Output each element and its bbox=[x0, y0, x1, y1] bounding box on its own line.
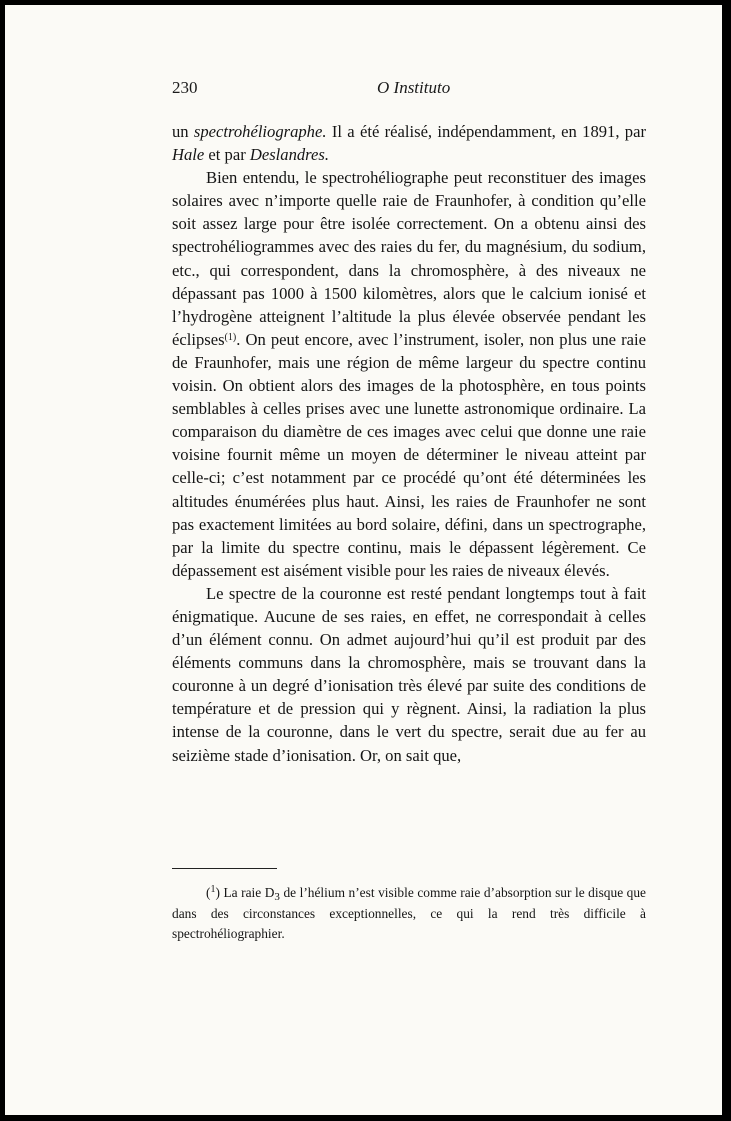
footnote-marker-close: ) bbox=[215, 885, 220, 900]
running-title: O Instituto bbox=[377, 78, 451, 97]
footnote-marker-number: 1 bbox=[210, 884, 216, 895]
paragraph-1-text-1: Il a été réalisé, indépendamment, en 1891, par bbox=[326, 122, 646, 141]
footnote-reference: (1) bbox=[224, 331, 237, 343]
paragraph-1: un spectrohéliographe. Il a été réalisé, indépendamment, en 1891, par Hale et par Deslandres. bbox=[172, 122, 646, 165]
paragraph-1-text-2: et par bbox=[204, 145, 250, 165]
paragraph-2 bbox=[172, 166, 646, 582]
document-page bbox=[5, 5, 722, 1115]
paragraph-3-text-1: Le spectre de la couronne est resté pendant longtemps tout à fait énigmatique. Aucune de ses raies, en effet, ne correspondait à celles d’un élément connu. On admet aujourd’hui qu’il est produit par des éléments communs dans la chromosphère, mais se trouvant dans la couronne à un degré d’ionisation très élevé par suite des conditions de température et de pression qui y règnent. Ainsi, la radiation la plus intense de la couronne, dans le vert du spectre, serait due au fer au seizième stade d’ionisation. Or, on sait que, bbox=[172, 583, 646, 765]
footnote-divider bbox=[172, 868, 277, 869]
footnote-subscript: 3 bbox=[274, 891, 280, 903]
footnote-text-1: La raie D bbox=[219, 885, 275, 900]
footnote-marker-open: ( bbox=[206, 885, 211, 900]
paragraph-3 bbox=[172, 582, 646, 767]
body-text bbox=[172, 120, 646, 767]
page-number: 230 bbox=[172, 78, 198, 97]
paragraph-1-italic-deslandres: Deslandres. bbox=[249, 145, 329, 165]
paragraph-1-italic-1: spectrohéliographe. bbox=[193, 122, 327, 141]
page-header bbox=[172, 78, 644, 102]
paragraph-2-text-1: Bien entendu, le spectrohéliographe peut reconstituer des images solaires avec n’importe quelle raie de Fraunhofer, à condition qu’elle soit assez large pour être isolée correctement. On a obtenu ainsi des spectrohéliogrammes avec des raies du fer, du magnésium, du sodium, etc., qui correspondent, dans la chromosphère, à des niveaux ne dépassant pas 1000 à 1500 kilomètres, alors que le calcium ionisé et l’hydrogène atteignent l’altitude la plus élevée observée pendant les éclipses bbox=[172, 168, 646, 349]
footnote bbox=[172, 883, 646, 945]
paragraph-2-text-2: . On peut encore, avec l’instrument, isoler, non plus une raie de Fraunhofer, mais une région de même largeur du spectre continu voisin. On obtient alors des images de la photosphère, en tous points semblables à celles prises avec une lunette astronomique ordinaire. La comparaison du diamètre de ces images avec celui que donne une raie voisine fournit même un moyen de déterminer le niveau atteint par celle-ci; c’est notamment par ce procédé qu’ont été déterminées les altitudes énumérées plus haut. Ainsi, les raies de Fraunhofer ne sont pas exactement limitées au bord solaire, défini, dans un spectrographe, par la limite du spectre continu, mais le dépassent légèrement. Ce dépassement est aisément visible pour les raies de niveaux élevés. bbox=[172, 329, 646, 580]
paragraph-1-italic-hale: Hale bbox=[172, 145, 205, 165]
footnote-text-2: de l’hélium n’est visible comme raie d’absorption sur le disque que dans des circonstances exceptionnelles, ce qui la rend très difficile à spectrohéliographier. bbox=[172, 885, 647, 941]
